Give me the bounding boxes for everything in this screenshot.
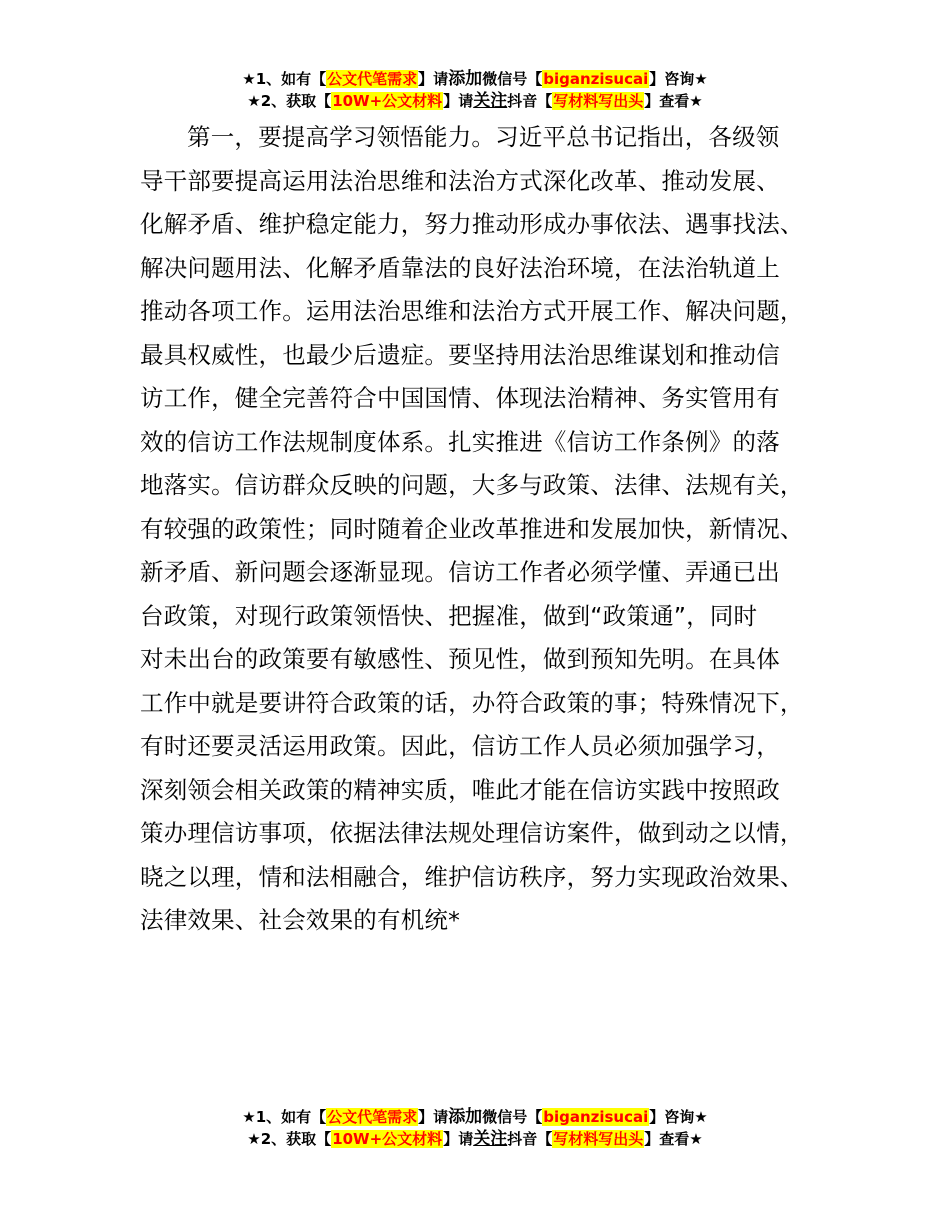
paragraph-line: 有较强的政策性；同时随着企业改革推进和发展加快，新情况、: [140, 514, 804, 543]
paragraph-line: 策办理信访事项，依据法律法规处理信访案件，做到动之以情，: [140, 819, 804, 847]
paragraph-line: 工作中就是要讲符合政策的话，办符合政策的事；特殊情况下，: [140, 688, 804, 717]
banner-line-1: ★1、如有【公文代笔需求】请添加微信号【biganzisucai】咨询★: [242, 1107, 708, 1127]
paragraph-line: 导干部要提高运用法治思维和法治方式深化改革、推动发展、: [140, 166, 780, 195]
paragraph-line: 最具权威性，也最少后遗症。要坚持用法治思维谋划和推动信: [140, 340, 780, 369]
banner-highlight-materials: 10W+公文材料: [332, 92, 443, 110]
banner-highlight-materials: 10W+公文材料: [332, 1130, 443, 1148]
paragraph-line: 对未出台的政策要有敏感性、预见性，做到预知先明。在具体: [140, 645, 780, 673]
paragraph-line: 法律效果、社会效果的有机统*: [140, 906, 461, 934]
paragraph-line: 晓之以理，情和法相融合，维护信访秩序，努力实现政治效果、: [140, 862, 804, 891]
paragraph-line: 解决问题用法、化解矛盾靠法的良好法治环境，在法治轨道上: [140, 253, 780, 282]
paragraph-line: 新矛盾、新问题会逐渐显现。信访工作者必须学懂、弄通已出: [140, 558, 780, 586]
paragraph-line: 化解矛盾、维护稳定能力，努力推动形成办事依法、遇事找法、: [140, 210, 804, 238]
banner-highlight-wechat-id: biganzisucai: [543, 70, 649, 88]
banner-highlight-service: 公文代笔需求: [327, 70, 418, 88]
paragraph-line: 推动各项工作。运用法治思维和法治方式开展工作、解决问题，: [140, 297, 804, 325]
banner-highlight-service: 公文代笔需求: [327, 1108, 418, 1126]
banner-line-2: ★2、获取【10W+公文材料】请关注抖音【写材料写出头】查看★: [247, 1129, 703, 1149]
document-body: [140, 116, 840, 943]
banner-highlight-wechat-id: biganzisucai: [543, 1108, 649, 1126]
paragraph-line: 第一，要提高学习领悟能力。习近平总书记指出，各级领: [187, 123, 780, 151]
header-banner: [0, 68, 950, 112]
banner-highlight-douyin: 写材料写出头: [553, 1130, 644, 1148]
paragraph-line: 深刻领会相关政策的精神实质，唯此才能在信访实践中按照政: [140, 775, 780, 804]
paragraph-line: 台政策，对现行政策领悟快、把握准，做到“政策通”，同时: [140, 601, 758, 630]
footer-banner: [0, 1106, 950, 1150]
paragraph-line: 地落实。信访群众反映的问题，大多与政策、法律、法规有关，: [140, 471, 804, 499]
banner-line-1: ★1、如有【公文代笔需求】请添加微信号【biganzisucai】咨询★: [242, 69, 708, 89]
paragraph-line: 有时还要灵活运用政策。因此，信访工作人员必须加强学习，: [140, 732, 780, 760]
banner-line-2: ★2、获取【10W+公文材料】请关注抖音【写材料写出头】查看★: [247, 91, 703, 111]
paragraph-line: 访工作，健全完善符合中国国情、体现法治精神、务实管用有: [140, 384, 780, 412]
paragraph-line: 效的信访工作法规制度体系。扎实推进《信访工作条例》的落: [140, 427, 780, 456]
banner-highlight-douyin: 写材料写出头: [553, 92, 644, 110]
